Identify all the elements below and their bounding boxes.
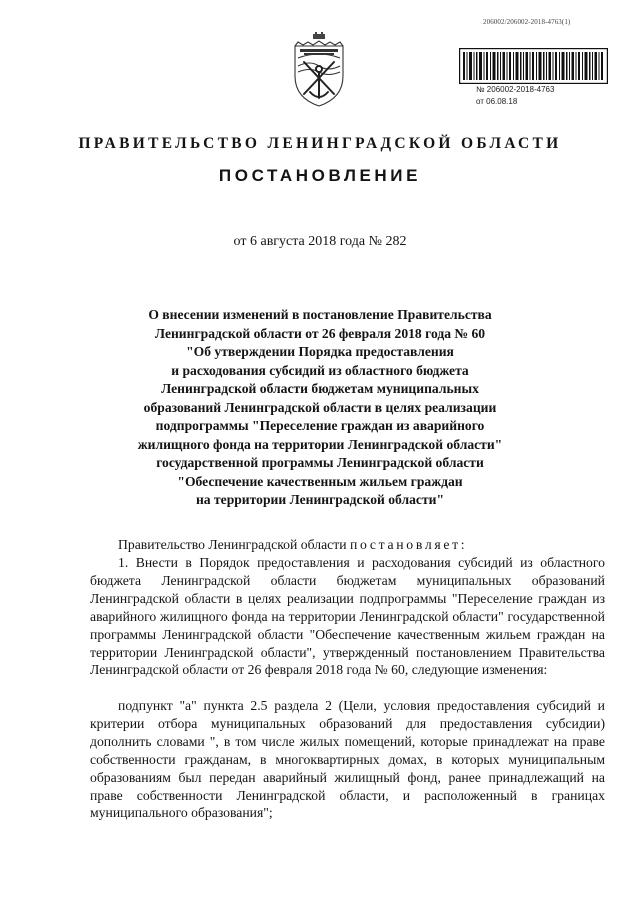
enacting-clause-verb: постановляет — [349, 537, 461, 552]
title-line: О внесении изменений в постановление Правительства — [148, 307, 492, 322]
title-line: и расходования субсидий из областного бюджета — [171, 362, 469, 378]
issuing-authority: ПРАВИТЕЛЬСТВО ЛЕНИНГРАДСКОЙ ОБЛАСТИ — [78, 135, 562, 152]
registration-ref-code: 206002/206002-2018-4763(1) — [483, 18, 571, 26]
body-paragraph-1 — [90, 554, 605, 679]
document-registration-date: от 06.08.18 — [476, 97, 518, 106]
title-line: Ленинградской области бюджетам муниципальных — [161, 381, 479, 396]
title-line: подпрограммы "Переселение граждан из аварийного — [155, 418, 485, 433]
body-paragraph-2 — [90, 697, 605, 822]
title-line: жилищного фонда на территории Ленинградской области" — [137, 436, 503, 452]
enacting-clause — [90, 536, 605, 554]
resolution-date-number: от 6 августа 2018 года № 282 — [233, 234, 407, 249]
paragraph-text: 1. Внести в Порядок предоставления и расходования субсидий из областного бюджета Ленинградской области бюджетам муниципальных образований Ленинградской области в целях реализации подпрограммы "Переселение граждан из аварийного жилищного фонда на территории Ленинградской области" государственной программы Ленинградской области "Обеспечение качественным жильем граждан на территории Ленинградской области", утвержденный постановлением Правительства Ленинградской области от 26 февраля 2018 года № 60, следующие изменения: — [90, 555, 605, 678]
document-number: № 206002-2018-4763 — [476, 85, 555, 94]
title-line: на территории Ленинградской области" — [195, 492, 445, 507]
document-type-heading: ПОСТАНОВЛЕНИЕ — [218, 166, 422, 185]
title-line: образований Ленинградской области в целях реализации — [143, 399, 497, 415]
paragraph-text: подпункт "а" пункта 2.5 раздела 2 (Цели, условия предоставления субсидий и критерии отбора муниципальных образований для предоставления субсидии) дополнить словами ", в том числе жилых помещений, которые принадлежат на праве собственности гражданам, в многоквартирных домах, в которых муниципальным образованиям был передан аварийный жилищный фонд, ранее принадлежащий на праве собственности Ленинградской области, и расположенный в границах муниципального образования"; — [90, 698, 605, 821]
enacting-clause-suffix: : — [460, 537, 465, 552]
title-line: "Об утверждении Порядка предоставления — [186, 344, 454, 359]
enacting-clause-prefix: Правительство Ленинградской области — [118, 537, 350, 552]
leningrad-oblast-coat-of-arms-icon — [290, 32, 348, 110]
title-line: Ленинградской области от 26 февраля 2018 года № 60 — [154, 325, 486, 341]
barcode-icon — [459, 48, 608, 84]
title-line: государственной программы Ленинградской области — [156, 455, 484, 470]
resolution-title — [100, 306, 540, 510]
title-line: "Обеспечение качественным жильем граждан — [177, 473, 463, 489]
